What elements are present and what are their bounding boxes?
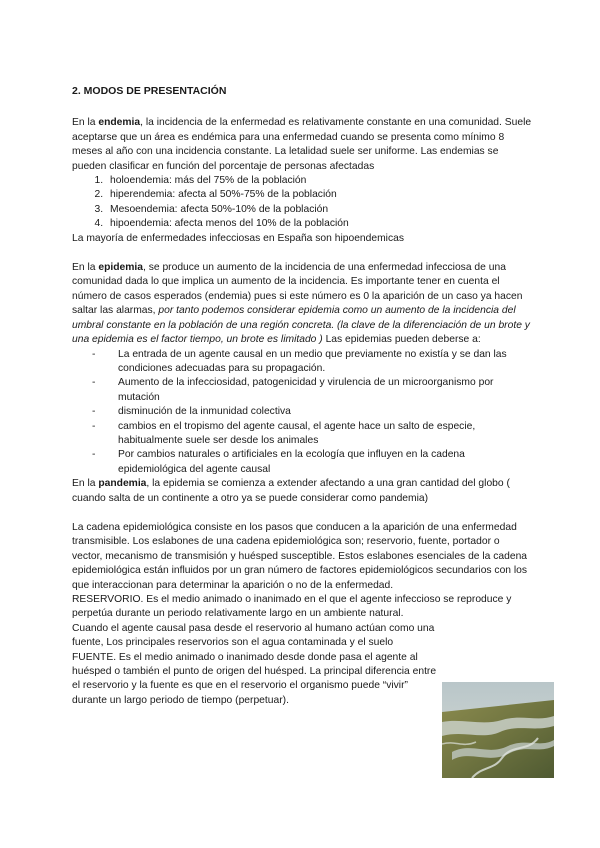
list-item: - Por cambios naturales o artificiales en la ecología que influyen en la cadena epidemiológica del agente causal bbox=[92, 448, 532, 477]
wetland-photo bbox=[442, 682, 554, 778]
pandemia-paragraph bbox=[72, 477, 532, 506]
cadena-paragraph: La cadena epidemiológica consiste en los pasos que conducen a la aparición de una enfermedad transmisible. Los eslabones de una cadena epidemiológica son; reservorio, fuente, portador o vector, mecanismo de transmisión y huésped susceptible. Estos eslabones esenciales de la cadena epidemiológica están influidos por un gran número de factores epidemiológicos secundarios con los que interaccionan para determinar la aparición o no de la enfermedad. bbox=[72, 521, 528, 591]
list-item: - disminución de la inmunidad colectiva bbox=[92, 405, 532, 419]
epidemia-causes-list bbox=[72, 348, 532, 478]
epidemia-pre: En la bbox=[72, 262, 99, 274]
pandemia-term: pandemia bbox=[98, 478, 147, 490]
list-item: - La entrada de un agente causal en un medio que previamente no existía y se dan las condiciones adecuadas para su propagación. bbox=[92, 348, 532, 377]
pandemia-pre: En la bbox=[72, 478, 99, 490]
list-item: 2. hiperendemia: afecta al 50%-75% de la población bbox=[106, 188, 532, 202]
list-item: 1. holoendemia: más del 75% de la población bbox=[106, 174, 532, 188]
epidemia-paragraph bbox=[72, 261, 532, 347]
list-item: 3. Mesoendemia: afecta 50%-10% de la población bbox=[106, 203, 532, 217]
endemia-list bbox=[72, 174, 532, 232]
section-title: 2. MODOS DE PRESENTACIÓN bbox=[72, 85, 227, 97]
epidemia-text: , se produce un aumento de la incidencia de una enfermedad infecciosa de una comunidad dada lo que implica un aumento de la incidencia. Es importante tener en cuenta el número de casos esperados (endemia) pues si este número es 0 la aparición de un caso ya hacen saltar las alarmas, bbox=[72, 262, 523, 317]
list-item: - cambios en el tropismo del agente causal, el agente hace un salto de especie, habitualmente suele ser desde los animales bbox=[92, 420, 532, 449]
endemia-pre: En la bbox=[72, 117, 99, 129]
document-page bbox=[72, 84, 532, 708]
fuente-paragraph: FUENTE. Es el medio animado o inanimado desde donde pasa el agente al huésped o también el punto de origen del huésped. La principal diferencia entre el reservorio y la fuente es que en el reservorio el organismo puede “vivir” durante un largo periodo de tiempo (perpetuar). bbox=[72, 651, 437, 706]
endemia-term: endemia bbox=[98, 117, 141, 129]
reservorio-paragraph: RESERVORIO. Es el medio animado o inanimado en el que el agente infeccioso se reproduce y perpetúa durante un periodo relativamente largo en un ambiente natural. bbox=[72, 594, 512, 620]
endemia-closing: La mayoría de enfermedades infecciosas en España son hipoendemicas bbox=[72, 232, 404, 244]
endemia-paragraph bbox=[72, 116, 532, 174]
pandemia-text: , la epidemia se comienza a extender afectando a una gran cantidad del globo ( cuando salta de un continente a otro ya se puede considerar como pandemia) bbox=[72, 478, 510, 504]
endemia-text: , la incidencia de la enfermedad es relativamente constante en una comunidad. Suele aceptarse que un área es endémica para una enfermedad cuando se presenta como mínimo 8 meses al año con una incidencia constante. La letalidad suele ser uniforme. Las endemias se pueden clasificar en función del porcentaje de personas afectadas bbox=[72, 117, 532, 172]
epidemia-italic: por tanto podemos considerar epidemia como un aumento de la incidencia del umbral constante en la población de una región concreta. (la clave de la diferenciación de un brote y una epidemia es el factor tiempo, un brote es limitado ) bbox=[72, 305, 530, 346]
epidemia-term: epidemia bbox=[98, 262, 143, 274]
reservorio-fuente-paragraph: Cuando el agente causal pasa desde el reservorio al humano actúan como una fuente, Los principales reservorios son el agua contaminada y el suelo bbox=[72, 622, 435, 649]
list-item: - Aumento de la infecciosidad, patogenicidad y virulencia de un microorganismo por mutación bbox=[92, 376, 532, 405]
epidemia-tail: Las epidemias pueden deberse a: bbox=[322, 334, 481, 346]
list-item: 4. hipoendemia: afecta menos del 10% de la población bbox=[106, 217, 532, 231]
